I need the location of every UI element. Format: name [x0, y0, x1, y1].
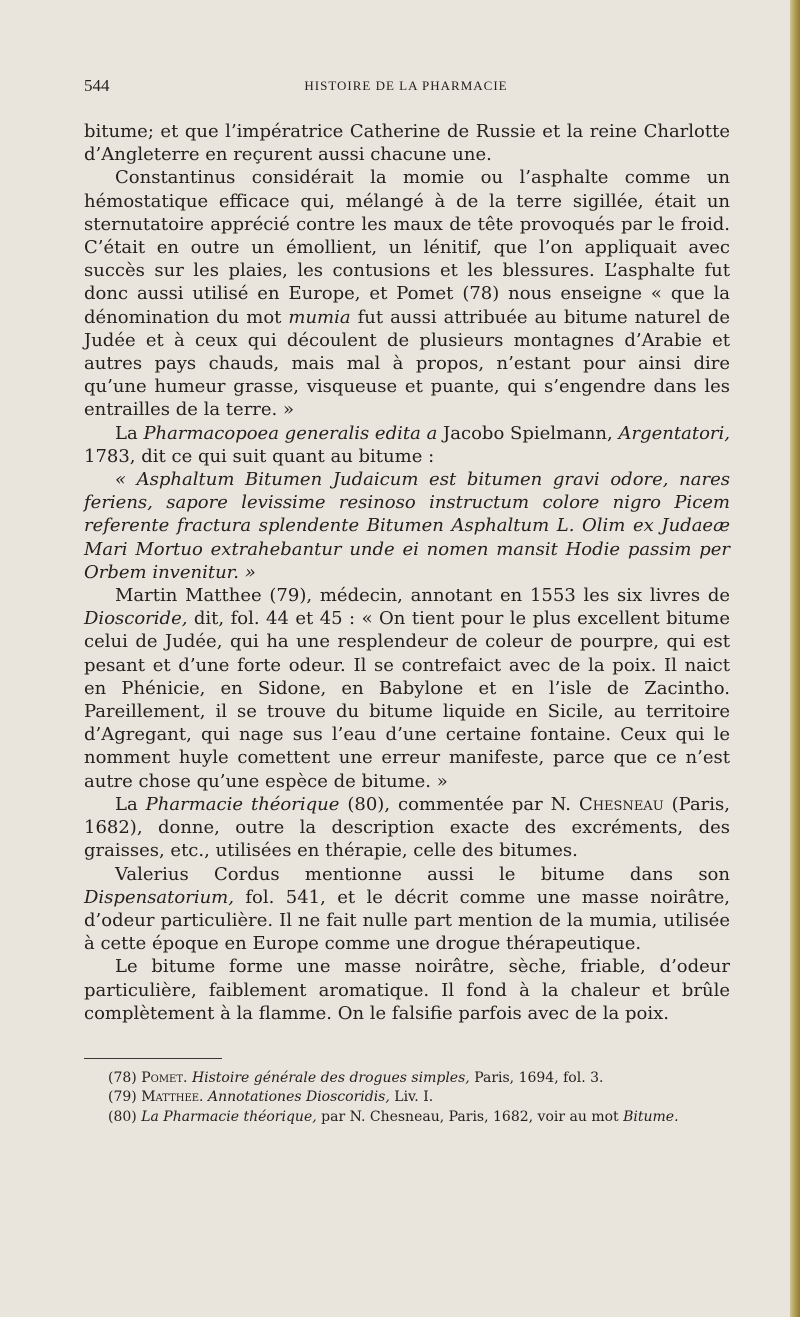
footnote-author: Pomet. [141, 1070, 188, 1086]
paragraph-6-run: (80), commentée par N. [339, 793, 579, 815]
paragraph-6-run: (Paris, 1682), donne, outre la description exacte des excréments, des graisses, etc., utilisées en thérapie, celle des bitumes. [84, 793, 731, 862]
title-dioscoride: Dioscoride, [84, 608, 188, 630]
page-number: 544 [84, 76, 110, 95]
paragraph-7 [84, 863, 730, 956]
title-pharmacie-theorique: Pharmacie théorique [145, 793, 340, 815]
footnote-rest: Liv. I. [394, 1089, 434, 1106]
footnote-rule [84, 1058, 222, 1059]
page-edge [790, 0, 800, 1317]
paragraph-6 [84, 793, 730, 863]
footnote-title: La Pharmacie théorique, [141, 1108, 317, 1125]
footnote-number: (80) [108, 1108, 137, 1125]
paragraph-5-run: dit, fol. 44 et 45 : « On tient pour le plus excellent bitume celui de Judée, qui ha une resplendeur de coleur de pourpre, qui est pesant et d’une forte odeur. Il se contrefaict avec de la poix. Il naict en Phénicie, en Sidone, en Babylone et en l’isle de Zacintho. Pareillement, il se trouve du bitume liquide en Sicile, au territoire d’Agregant, qui nage sus l’eau d’une certaine fontaine. Ceux qui le nomment huyle comettent une erreur manifeste, parce que ce n’est autre chose qu’une espèce de bitume. » [84, 608, 730, 792]
footnote-78 [84, 1069, 730, 1088]
paragraph-3-run: Jacobo Spielmann, [437, 422, 619, 444]
latin-quote: « Asphaltum Bitumen Judaicum est bitumen gravi odore, nares feriens, sapore levissime resinoso instructum colore nigro Picem referente fractura splendente Bitumen Asphaltum L. Olim ex Judaeæ Mari Mortuo extrahebantur unde ei nomen mansit Hodie passim per Orbem invenitur. » [84, 469, 730, 583]
footnote-rest: Paris, 1694, fol. 3. [474, 1070, 604, 1086]
footnote-author: Matthee. [141, 1089, 204, 1106]
author-chesneau: Chesneau [578, 793, 664, 815]
footnote-rest: par N. Chesneau, Paris, 1682, voir au mot [321, 1108, 619, 1125]
running-head: HISTOIRE DE LA PHARMACIE [304, 78, 508, 93]
footnote-79 [84, 1088, 730, 1107]
title-dispensatorium: Dispensatorium, [84, 886, 234, 908]
paragraph-6-run: La [115, 793, 146, 815]
footnote-number: (78) [108, 1070, 137, 1086]
place-argentatori: Argentatori, [618, 422, 730, 444]
paragraph-2-run: Constantinus considérait la momie ou l’asphalte comme un hémostatique efficace qui, mélangé à de la terre sigillée, était un sternutatoire apprécié contre les maux de tête provoqués par le froid. C’était en outre un émollient, un lénitif, que l’on appliquait avec succès sur les plaies, les contusions et les blessures. L’asphalte fut donc aussi utilisé en Europe, et Pomet (78) nous enseigne « que la dénomination du mot [84, 167, 730, 328]
footnotes [84, 1069, 730, 1127]
footnote-80 [84, 1108, 730, 1127]
paragraph-5-run: Martin Matthee (79), médecin, annotant en 1553 les six livres de [115, 585, 730, 607]
paragraph-2 [84, 166, 730, 421]
paragraph-1: bitume; et que l’impératrice Catherine de Russie et la reine Charlotte d’Angleterre en reçurent aussi chacune une. [84, 121, 730, 166]
paragraph-5 [84, 584, 730, 793]
paragraph-7-run: Valerius Cordus mentionne aussi le bitume dans son [115, 863, 730, 885]
paragraph-2-run: fut aussi attribuée au bitume naturel de Judée et à ceux qui découlent de plusieurs montagnes d’Arabie et autres pays chauds, mais mal à propos, n’estant pour ainsi dire qu’une humeur grasse, visqueuse et puante, qui s’engendre dans les entrailles de la terre. » [84, 306, 731, 421]
paragraph-3-run: 1783, dit ce qui suit quant au bitume : [84, 445, 435, 467]
body-text [84, 120, 730, 1025]
title-pharmacopoea: Pharmacopoea generalis edita a [143, 422, 438, 444]
footnote-tail: Bitume. [623, 1108, 679, 1125]
paragraph-3-run: La [115, 422, 144, 444]
term-mumia: mumia [288, 306, 351, 328]
footnote-title: Histoire générale des drogues simples, [191, 1070, 470, 1086]
footnote-title: Annotationes Dioscoridis, [207, 1089, 390, 1106]
page-header [84, 76, 728, 100]
paragraph-8: Le bitume forme une masse noirâtre, sèche, friable, d’odeur particulière, faiblement aromatique. Il fond à la chaleur et brûle complètement à la flamme. On le falsifie parfois avec de la poix. [84, 956, 730, 1024]
paragraph-3 [84, 422, 730, 468]
footnote-number: (79) [108, 1089, 137, 1106]
paragraph-7-run: fol. 541, et le décrit comme une masse noirâtre, d’odeur particulière. Il ne fait nulle part mention de la mumia, utilisée à cette époque en Europe comme une drogue thérapeutique. [84, 886, 730, 955]
